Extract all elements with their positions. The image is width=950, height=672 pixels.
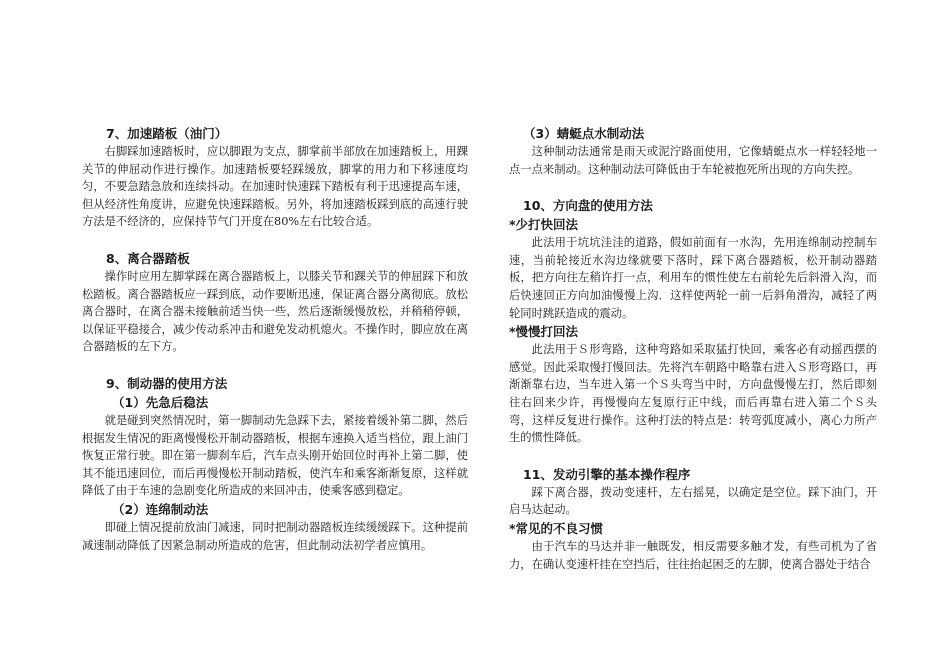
section-7-heading: 7、加速踏板（油门） [106,126,228,141]
section-11-b1-text: 由于汽车的马达并非一触既发，相反需要多触才发，有些司机为了省力，在确认变速杆挂在空挡后，往往抬起困乏的左脚，使离合器处于结合 [509,539,877,571]
section-8-heading: 8、离合器踏板 [106,250,190,266]
section-9-1-heading: （1）先急后稳法 [112,394,209,410]
section-10-heading: 10、方向盘的使用方法 [523,198,653,214]
section-11-b1-heading: *常见的不良习惯 [509,520,604,536]
section-9-2-heading: （2）连绵制动法 [112,501,209,517]
section-9-heading: 9、制动器的使用方法 [106,375,228,391]
right-column [509,124,877,573]
section-10-b1-text: 此法用于坑坑洼洼的道路，假如前面有一水沟，先用连绵制动控制车速，当前轮接近水沟边缘就要下落时，踩下离合器踏板，松开制动器踏板，把方向往左稍许打一点，利用车的惯性使左右前轮先后斜滑入沟，而后快速回正方向加油慢慢上沟．这样使两轮一前一后斜角滑沟，减轻了两轮同时跳跃造成的震动。 [509,236,877,320]
section-9-3-text: 这种制动法通常是雨天或泥泞路面使用，它像蜻蜓点水一样轻轻地一点一点来制动。这种制动法可降低由于车轮被抱死所出现的方向失控。 [509,145,877,176]
section-7-text: 右脚踩加速踏板时，应以脚跟为支点，脚掌前半部放在加速踏板上，用踝关节的伸屈动作进行操作。加速踏板要轻踩缓放，脚掌的用力和下移速度均匀，不要急踏急放和连续抖动。在加速时快速踩下踏板有利于迅速提高车速，但从经济性角度讲，应避免快速踩踏板。另外，将加速踏板踩到底的高速行驶方法是不经济的，应保持节气门开度在80%左右比较合适。 [82,145,468,229]
section-9-3-heading: （3）蜻蜓点水制动法 [523,126,645,141]
section-9-2-text: 即碰上情况提前放油门减速，同时把制动器踏板连续缓缓踩下。这种提前减速制动降低了因紧急制动所造成的危害，但此制动法初学者应慎用。 [82,520,468,552]
left-column [82,124,468,554]
section-9-1-text: 就是碰到突然情况时，第一脚制动先急踩下去，紧接着缓补第二脚，然后根据发生情况的距离慢慢松开制动器踏板，根据车速换入适当档位，跟上油门恢复正常行驶。即在第一脚刹车后，汽车点头刚开始回位时再补上第二脚，使其不能迅速回位，而后再慢慢松开制动踏板，使汽车和乘客渐渐复原，这样就降低了由于车速的急剧变化所造成的来回冲击，使乘客感到稳定。 [82,413,468,498]
section-10-b2-text: 此法用于Ｓ形弯路，这种弯路如采取猛打快回，乘客必有动摇西摆的感觉。因此采取慢打慢回法。先将汽车朝路中略靠右进入Ｓ形弯路口，再渐渐靠右边，当车进入第一个Ｓ头弯当中时，方向盘慢慢左打，然后即刻往右回来少许，再慢慢向左复原行正中线，而后再靠右进入第二个Ｓ头弯，这样反复进行操作。这种打法的特点是：转弯弧度减小，离心力所产生的惯性降低。 [509,343,877,445]
section-10-b2-heading: *慢慢打回法 [509,324,579,340]
section-8-text: 操作时应用左脚掌踩在离合器踏板上，以膝关节和踝关节的伸屈踩下和放松踏板。离合器踏板应一踩到底，动作要断迅速，保证离合器分离彻底。放松离合器时，在离合器未接触前适当快一些，然后逐渐缓慢放松，并稍稍停顿，以保证平稳接合，减少传动系冲击和避免发动机熄火。不操作时，脚应放在离合器踏板的左下方。 [82,269,468,354]
section-11-heading: 11、发动引擎的基本操作程序 [523,466,691,482]
section-10-b1-heading: *少打快回法 [509,217,579,233]
section-11-text: 踩下离合器，拨动变速杆，左右摇晃，以确定是空位。踩下油门，开启马达起动。 [509,485,877,517]
